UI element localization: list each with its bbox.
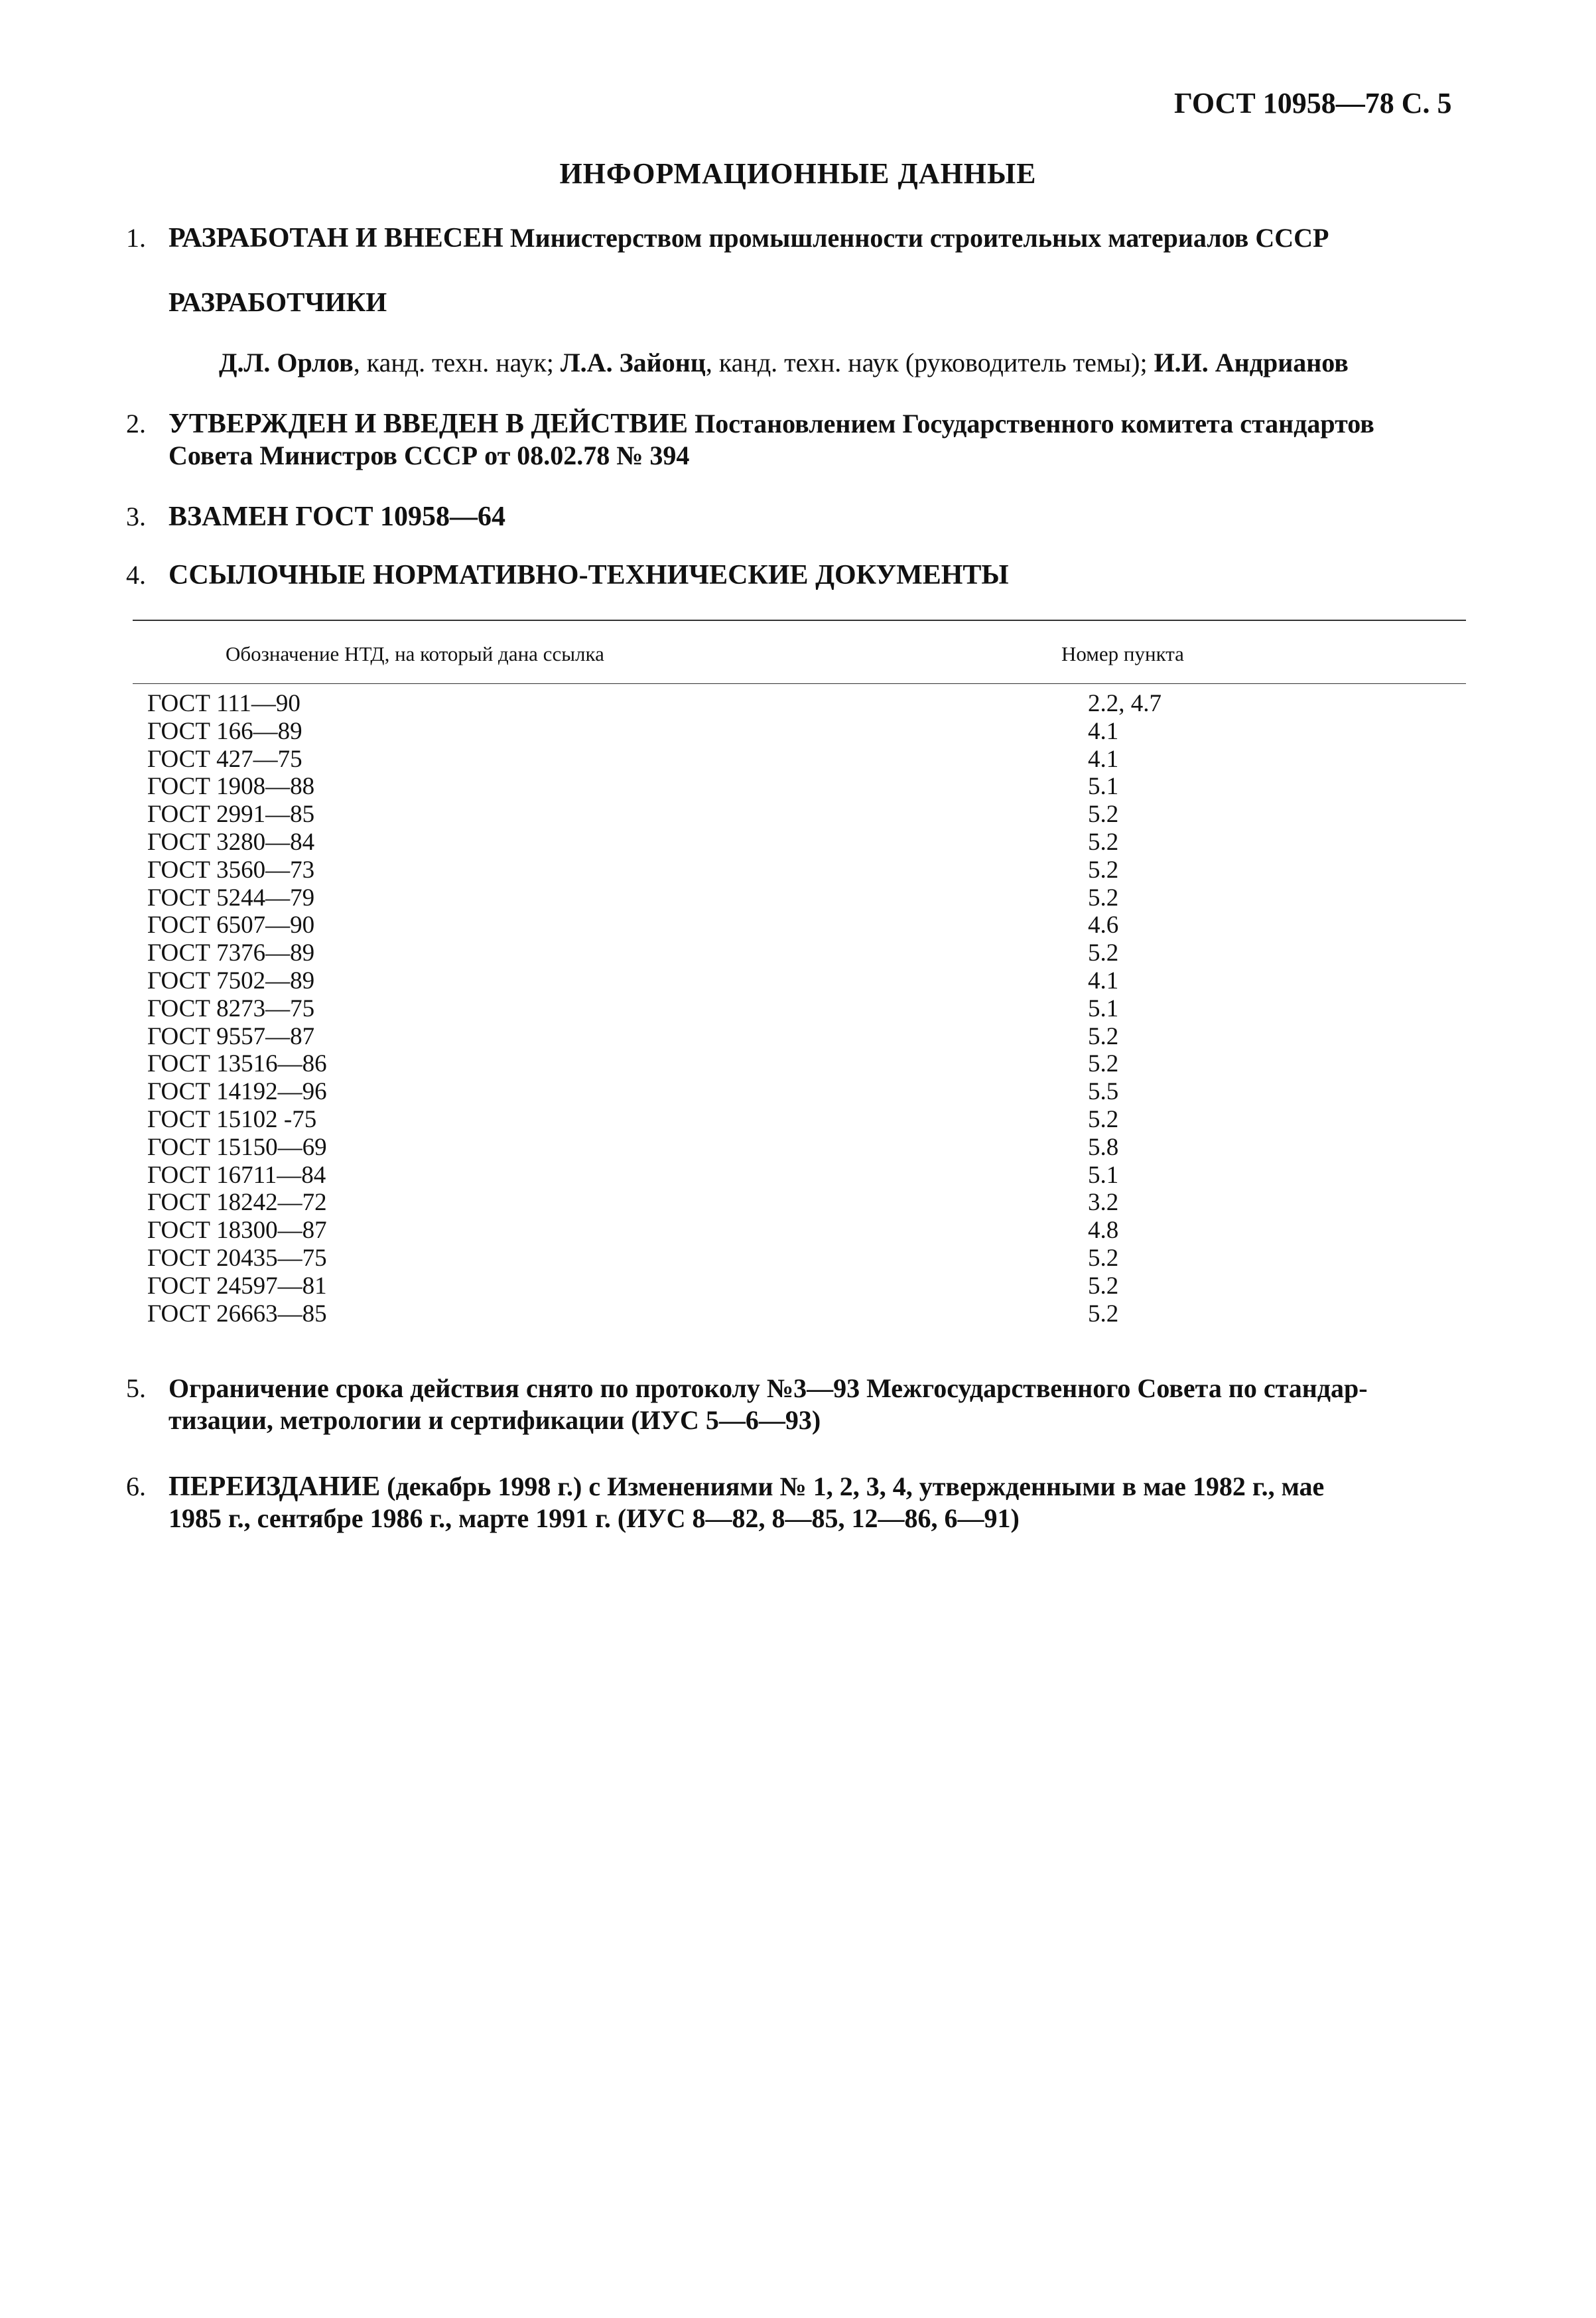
table-row-clause: 5.2 — [1088, 939, 1119, 967]
item-6 — [126, 1470, 1473, 1503]
item-6-number: 6. — [126, 1471, 146, 1501]
table-row-designation: ГОСТ 18300—87 — [147, 1217, 327, 1245]
table-row-clause: 5.2 — [1088, 1300, 1119, 1328]
item-6-caption: ПЕРЕИЗДАНИЕ — [168, 1471, 381, 1502]
table-row-designation: ГОСТ 13516—86 — [147, 1050, 327, 1078]
item-2-number: 2. — [126, 409, 146, 439]
table-row-designation: ГОСТ 26663—85 — [147, 1300, 327, 1328]
table-row-clause: 4.1 — [1088, 745, 1119, 773]
table-top-rule — [133, 620, 1466, 621]
table-row-clause: 5.2 — [1088, 1244, 1119, 1272]
table-row-designation: ГОСТ 111—90 — [147, 690, 300, 717]
developer-name: И.И. Андрианов — [1154, 348, 1349, 377]
table-row-designation: ГОСТ 5244—79 — [147, 884, 315, 912]
item-6-line2: 1985 г., сентябре 1986 г., марте 1991 г. (ИУС 8—82, 8—85, 12—86, 6—91) — [168, 1503, 1020, 1533]
item-1-text: Министерством промышленности строительных материалов СССР — [509, 223, 1329, 253]
table-row-designation: ГОСТ 6507—90 — [147, 912, 315, 939]
table-row-designation: ГОСТ 427—75 — [147, 745, 302, 773]
table-row-designation: ГОСТ 8273—75 — [147, 994, 315, 1022]
table-row-designation: ГОСТ 15150—69 — [147, 1133, 327, 1161]
table-row-designation: ГОСТ 7502—89 — [147, 967, 315, 994]
developers-label: РАЗРАБОТЧИКИ — [168, 287, 387, 317]
item-5-line2: тизации, метрологии и сертификации (ИУС 5—6—93) — [168, 1405, 821, 1435]
item-1-number: 1. — [126, 223, 146, 253]
item-4-number: 4. — [126, 560, 146, 590]
item-6-line1: (декабрь 1998 г.) с Изменениями № 1, 2, 3, 4, утвержденными в мае 1982 г., мае — [387, 1471, 1325, 1501]
table-row-clause: 5.1 — [1088, 1161, 1119, 1189]
developer-name: Д.Л. Орлов — [219, 348, 354, 377]
table-row-designation: ГОСТ 18242—72 — [147, 1189, 327, 1217]
item-4-text: ССЫЛОЧНЫЕ НОРМАТИВНО-ТЕХНИЧЕСКИЕ ДОКУМЕНТЫ — [168, 560, 1009, 590]
table-row-clause: 5.8 — [1088, 1133, 1119, 1161]
table-row-designation: ГОСТ 9557—87 — [147, 1022, 315, 1050]
table-row-clause: 4.1 — [1088, 967, 1119, 994]
table-header-clause: Номер пункта — [1061, 642, 1184, 665]
table-row-designation: ГОСТ 3280—84 — [147, 828, 315, 856]
item-4 — [126, 559, 1473, 592]
table-row-clause: 5.1 — [1088, 994, 1119, 1022]
item-3-text: ВЗАМЕН ГОСТ 10958—64 — [168, 502, 506, 532]
item-2-line1: Постановлением Государственного комитета стандартов — [695, 409, 1374, 439]
table-clause-column — [1088, 690, 1162, 1328]
table-row-designation: ГОСТ 7376—89 — [147, 939, 315, 967]
item-1-caption: РАЗРАБОТАН И ВНЕСЕН — [168, 223, 503, 253]
developer-name: Л.А. Зайонц — [560, 348, 706, 377]
item-3 — [126, 500, 1473, 533]
item-2 — [126, 407, 1473, 441]
table-designation-column — [147, 690, 327, 1328]
table-row-clause: 5.2 — [1088, 1105, 1119, 1133]
page-header: ГОСТ 10958—78 С. 5 — [1174, 87, 1452, 119]
table-row-clause: 5.2 — [1088, 1272, 1119, 1300]
item-5-line1: Ограничение срока действия снято по протоколу №3—93 Межгосударственного Совета по стандар- — [168, 1373, 1368, 1403]
item-1 — [126, 222, 1473, 255]
table-row-clause: 5.2 — [1088, 884, 1119, 912]
table-row-clause: 5.2 — [1088, 801, 1119, 829]
item-3-number: 3. — [126, 502, 146, 531]
developer-note: , канд. техн. наук (руководитель темы); — [705, 348, 1154, 377]
table-row-designation: ГОСТ 3560—73 — [147, 856, 315, 884]
table-row-clause: 5.2 — [1088, 856, 1119, 884]
table-row-designation: ГОСТ 14192—96 — [147, 1078, 327, 1106]
item-2-caption: УТВЕРЖДЕН И ВВЕДЕН В ДЕЙСТВИЕ — [168, 409, 689, 439]
table-row-clause: 4.8 — [1088, 1217, 1119, 1245]
table-header-designation: Обозначение НТД, на который дана ссылка — [226, 642, 604, 665]
table-row-designation: ГОСТ 1908—88 — [147, 773, 315, 801]
table-row-designation: ГОСТ 166—89 — [147, 717, 302, 745]
table-row-clause: 3.2 — [1088, 1189, 1119, 1217]
item-5 — [126, 1372, 1473, 1405]
table-row-clause: 4.1 — [1088, 717, 1119, 745]
table-row-clause: 5.5 — [1088, 1078, 1119, 1106]
table-row-clause: 5.1 — [1088, 773, 1119, 801]
table-header-rule — [133, 683, 1466, 684]
table-row-designation: ГОСТ 15102 -75 — [147, 1105, 317, 1133]
table-row-clause: 5.2 — [1088, 828, 1119, 856]
table-row-clause: 5.2 — [1088, 1050, 1119, 1078]
developers-list — [219, 346, 1565, 379]
table-row-designation: ГОСТ 24597—81 — [147, 1272, 327, 1300]
item-5-number: 5. — [126, 1373, 146, 1403]
table-row-designation: ГОСТ 20435—75 — [147, 1244, 327, 1272]
table-row-clause: 5.2 — [1088, 1022, 1119, 1050]
table-row-clause: 2.2, 4.7 — [1088, 690, 1162, 717]
developer-note: , канд. техн. наук; — [353, 348, 561, 377]
item-2-line2: Совета Министров СССР от 08.02.78 № 394 — [168, 441, 690, 470]
table-row-clause: 4.6 — [1088, 912, 1119, 939]
table-row-designation: ГОСТ 16711—84 — [147, 1161, 326, 1189]
page-title: ИНФОРМАЦИОННЫЕ ДАННЫЕ — [559, 157, 1037, 190]
table-row-designation: ГОСТ 2991—85 — [147, 801, 315, 829]
